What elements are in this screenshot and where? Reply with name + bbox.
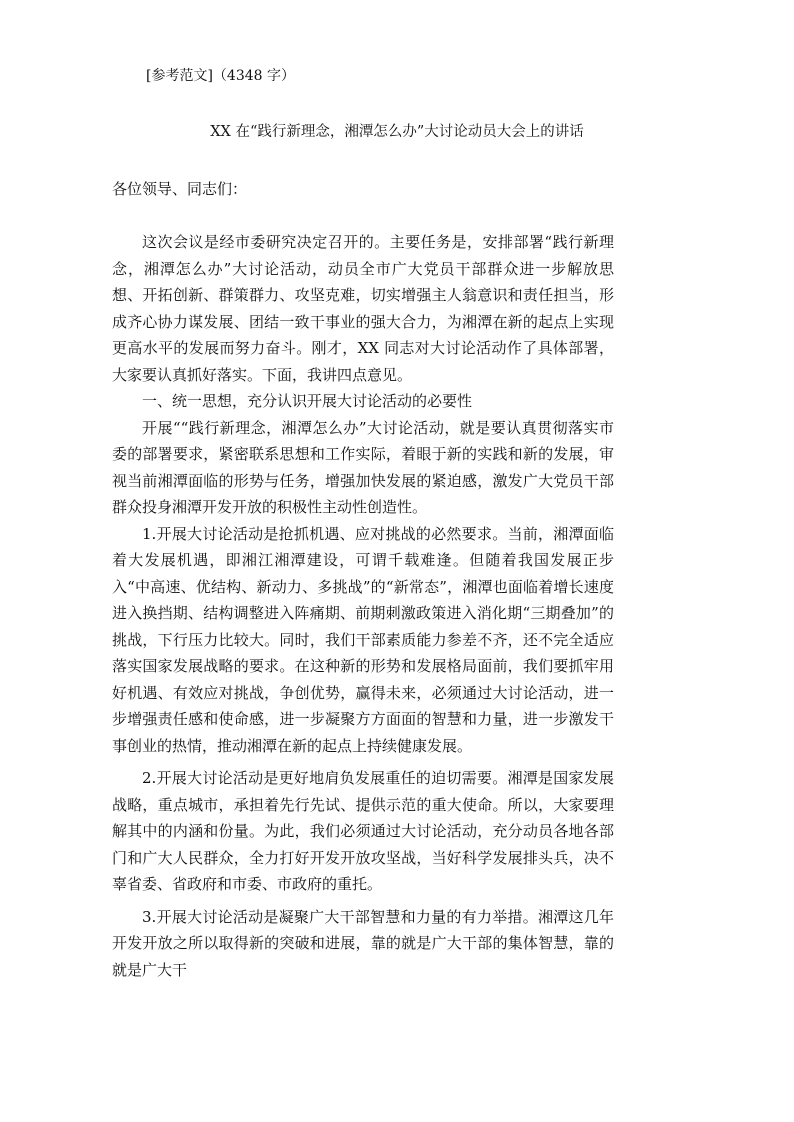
paragraph-section-overview: 开展““践行新理念，湘潭怎么办”大讨论活动，就是要认真贯彻落实市委的部署要求，紧密联系思想和工作实际，着眼于新的实践和新的发展，审视当前湘潭面临的形势与任务，增强加快发展的紧迫感，激发广大党员干部群众投身湘潭开发开放的积极性主动性创造性。 xyxy=(112,418,614,516)
reference-note: [参考范文]（4348 字） xyxy=(146,68,296,84)
section-heading: 一、统一思想，充分认识开展大讨论活动的必要性 xyxy=(142,392,473,410)
paragraph-intro: 这次会议是经市委研究决定召开的。主要任务是，安排部署“践行新理念，湘潭怎么办”大讨论活动，动员全市广大党员干部群众进一步解放思想、开拓创新、群策群力、攻坚克难，切实增强主人翁意识和责任担当，形成齐心协力谋发展、团结一致干事业的强大合力，为湘潭在新的起点上实现更高水平的发展而努力奋斗。刚才，XX 同志对大讨论活动作了具体部署，大家要认真抓好落实。下面，我讲四点意见。 xyxy=(112,233,614,384)
paragraph-point-2: 2.开展大讨论活动是更好地肩负发展重任的迫切需要。湘潭是国家发展战略，重点城市，承担着先行先试、提供示范的重大使命。所以，大家要理解其中的内涵和份量。为此，我们必须通过大讨论活动，充分动员各地各部门和广大人民群众，全力打好开发开放攻坚战，当好科学发展排头兵，决不辜省委、省政府和市委、市政府的重托。 xyxy=(112,769,614,893)
paragraph-point-1: 1.开展大讨论活动是抢抓机遇、应对挑战的必然要求。当前，湘潭面临着大发展机遇，即湘江湘潭建设，可谓千载难逢。但随着我国发展正步入“中高速、优结构、新动力、多挑战”的“新常态”，湘潭也面临着增长速度进入换挡期、结构调整进入阵痛期、前期刺激政策进入消化期“三期叠加”的挑战，下行压力比较大。同时，我们干部素质能力参差不齐，还不完全适应落实国家发展战略的要求。在这种新的形势和发展格局面前，我们要抓牢用好机遇、有效应对挑战，争创优势，赢得未来，必须通过大讨论活动，进一步增强责任感和使命感，进一步凝聚方方面面的智慧和力量，进一步激发干事创业的热情，推动湘潭在新的起点上持续健康发展。 xyxy=(112,524,614,755)
salutation: 各位领导、同志们： xyxy=(112,180,248,198)
speech-body xyxy=(112,229,614,983)
paragraph-point-3: 3.开展大讨论活动是凝聚广大干部智慧和力量的有力举措。湘潭这几年开发开放之所以取得新的突破和进展，靠的就是广大干部的集体智慧，靠的就是广大干 xyxy=(112,907,614,979)
speech-title: XX 在“践行新理念，湘潭怎么办”大讨论动员大会上的讲话 xyxy=(210,124,584,140)
